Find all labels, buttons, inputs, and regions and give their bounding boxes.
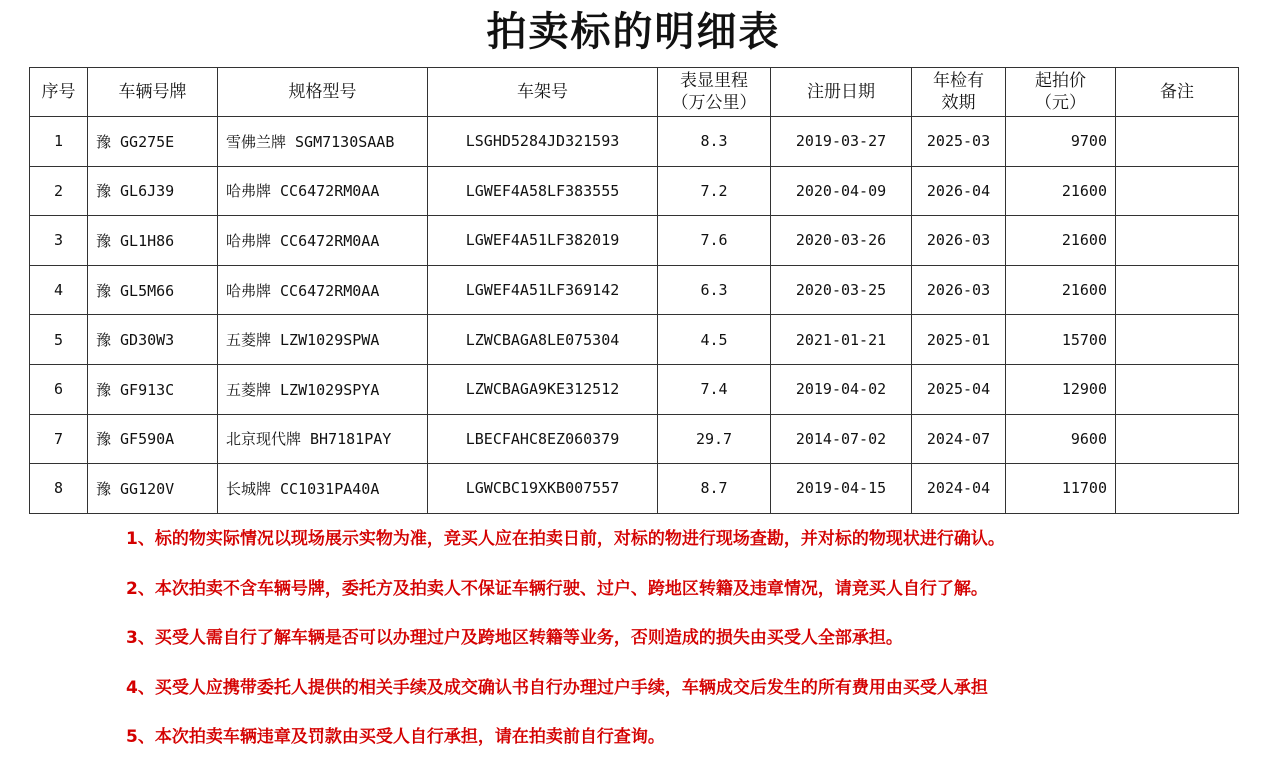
cell-model: 长城牌 CC1031PA40A — [218, 464, 428, 514]
cell-vin: LBECFAHC8EZ060379 — [428, 414, 658, 464]
cell-reg-date: 2020-04-09 — [771, 166, 912, 216]
cell-mileage: 8.3 — [658, 117, 771, 167]
header-inspection-line2: 效期 — [941, 93, 976, 113]
cell-price: 9700 — [1006, 117, 1116, 167]
cell-vin: LGWEF4A51LF382019 — [428, 216, 658, 266]
cell-seq: 6 — [30, 364, 88, 414]
cell-mileage: 4.5 — [658, 315, 771, 365]
header-vin: 车架号 — [428, 68, 658, 117]
table-row — [30, 464, 1239, 514]
cell-seq: 4 — [30, 265, 88, 315]
header-mileage — [658, 68, 771, 117]
cell-inspection: 2026-03 — [912, 265, 1006, 315]
cell-inspection: 2024-07 — [912, 414, 1006, 464]
cell-model: 北京现代牌 BH7181PAY — [218, 414, 428, 464]
cell-vin: LGWEF4A51LF369142 — [428, 265, 658, 315]
cell-vin: LGWEF4A58LF383555 — [428, 166, 658, 216]
cell-model: 哈弗牌 CC6472RM0AA — [218, 216, 428, 266]
cell-vin: LGWCBC19XKB007557 — [428, 464, 658, 514]
cell-vin: LSGHD5284JD321593 — [428, 117, 658, 167]
note-item-2: 2、本次拍卖不含车辆号牌，委托方及拍卖人不保证车辆行驶、过户、跨地区转籍及违章情况，请竞买人自行了解。 — [126, 578, 988, 599]
header-mileage-line2: （万公里） — [671, 93, 757, 113]
table-row — [30, 216, 1239, 266]
cell-mileage: 7.2 — [658, 166, 771, 216]
cell-mileage: 6.3 — [658, 265, 771, 315]
note-item-3: 3、买受人需自行了解车辆是否可以办理过户及跨地区转籍等业务，否则造成的损失由买受人全部承担。 — [126, 628, 903, 648]
cell-remark — [1116, 117, 1239, 167]
cell-seq: 7 — [30, 414, 88, 464]
header-seq: 序号 — [30, 68, 88, 117]
cell-inspection: 2026-04 — [912, 166, 1006, 216]
header-inspection-line1: 年检有 — [933, 71, 984, 91]
header-price-line1: 起拍价 — [1035, 71, 1086, 91]
cell-remark — [1116, 265, 1239, 315]
header-mileage-line1: 表显里程 — [680, 71, 748, 91]
cell-mileage: 8.7 — [658, 464, 771, 514]
header-price-line2: （元） — [1035, 93, 1086, 113]
notes-section — [126, 522, 1246, 770]
cell-inspection: 2026-03 — [912, 216, 1006, 266]
cell-vin: LZWCBAGA9KE312512 — [428, 364, 658, 414]
cell-remark — [1116, 315, 1239, 365]
cell-remark — [1116, 364, 1239, 414]
cell-model: 五菱牌 LZW1029SPYA — [218, 364, 428, 414]
table-row — [30, 166, 1239, 216]
note-item-5: 5、本次拍卖车辆违章及罚款由买受人自行承担，请在拍卖前自行查询。 — [126, 727, 665, 747]
cell-mileage: 7.4 — [658, 364, 771, 414]
header-inspection — [912, 68, 1006, 117]
table-row — [30, 265, 1239, 315]
header-row — [30, 68, 1239, 117]
header-reg-date: 注册日期 — [771, 68, 912, 117]
cell-reg-date: 2014-07-02 — [771, 414, 912, 464]
cell-price: 21600 — [1006, 216, 1116, 266]
cell-price: 21600 — [1006, 166, 1116, 216]
cell-model: 哈弗牌 CC6472RM0AA — [218, 265, 428, 315]
cell-mileage: 7.6 — [658, 216, 771, 266]
header-model: 规格型号 — [218, 68, 428, 117]
table-row — [30, 315, 1239, 365]
cell-plate: 豫 GL1H86 — [88, 216, 218, 266]
cell-reg-date: 2020-03-26 — [771, 216, 912, 266]
cell-reg-date: 2019-04-02 — [771, 364, 912, 414]
header-price — [1006, 68, 1116, 117]
cell-price: 15700 — [1006, 315, 1116, 365]
auction-items-table — [29, 67, 1239, 514]
table-row — [30, 414, 1239, 464]
cell-plate: 豫 GL5M66 — [88, 265, 218, 315]
cell-price: 21600 — [1006, 265, 1116, 315]
header-plate: 车辆号牌 — [88, 68, 218, 117]
cell-plate: 豫 GG120V — [88, 464, 218, 514]
cell-inspection: 2025-04 — [912, 364, 1006, 414]
cell-model: 哈弗牌 CC6472RM0AA — [218, 166, 428, 216]
cell-model: 雪佛兰牌 SGM7130SAAB — [218, 117, 428, 167]
cell-price: 11700 — [1006, 464, 1116, 514]
cell-price: 12900 — [1006, 364, 1116, 414]
cell-inspection: 2025-01 — [912, 315, 1006, 365]
cell-seq: 1 — [30, 117, 88, 167]
cell-seq: 3 — [30, 216, 88, 266]
cell-plate: 豫 GG275E — [88, 117, 218, 167]
table-row — [30, 364, 1239, 414]
cell-plate: 豫 GD30W3 — [88, 315, 218, 365]
cell-remark — [1116, 216, 1239, 266]
cell-plate: 豫 GF913C — [88, 364, 218, 414]
cell-plate: 豫 GF590A — [88, 414, 218, 464]
cell-inspection: 2025-03 — [912, 117, 1006, 167]
cell-remark — [1116, 166, 1239, 216]
header-remark: 备注 — [1116, 68, 1239, 117]
note-item-1: 1、标的物实际情况以现场展示实物为准，竞买人应在拍卖日前，对标的物进行现场查勘，并对标的物现状进行确认。 — [126, 529, 1005, 549]
cell-plate: 豫 GL6J39 — [88, 166, 218, 216]
cell-model: 五菱牌 LZW1029SPWA — [218, 315, 428, 365]
cell-inspection: 2024-04 — [912, 464, 1006, 514]
cell-remark — [1116, 464, 1239, 514]
page-title: 拍卖标的明细表 — [486, 9, 781, 55]
cell-seq: 5 — [30, 315, 88, 365]
cell-remark — [1116, 414, 1239, 464]
cell-seq: 2 — [30, 166, 88, 216]
cell-price: 9600 — [1006, 414, 1116, 464]
cell-mileage: 29.7 — [658, 414, 771, 464]
note-item-4: 4、买受人应携带委托人提供的相关手续及成交确认书自行办理过户手续，车辆成交后发生的所有费用由买受人承担 — [126, 677, 988, 698]
cell-reg-date: 2021-01-21 — [771, 315, 912, 365]
cell-seq: 8 — [30, 464, 88, 514]
table-row — [30, 117, 1239, 167]
cell-reg-date: 2020-03-25 — [771, 265, 912, 315]
cell-vin: LZWCBAGA8LE075304 — [428, 315, 658, 365]
cell-reg-date: 2019-04-15 — [771, 464, 912, 514]
cell-reg-date: 2019-03-27 — [771, 117, 912, 167]
